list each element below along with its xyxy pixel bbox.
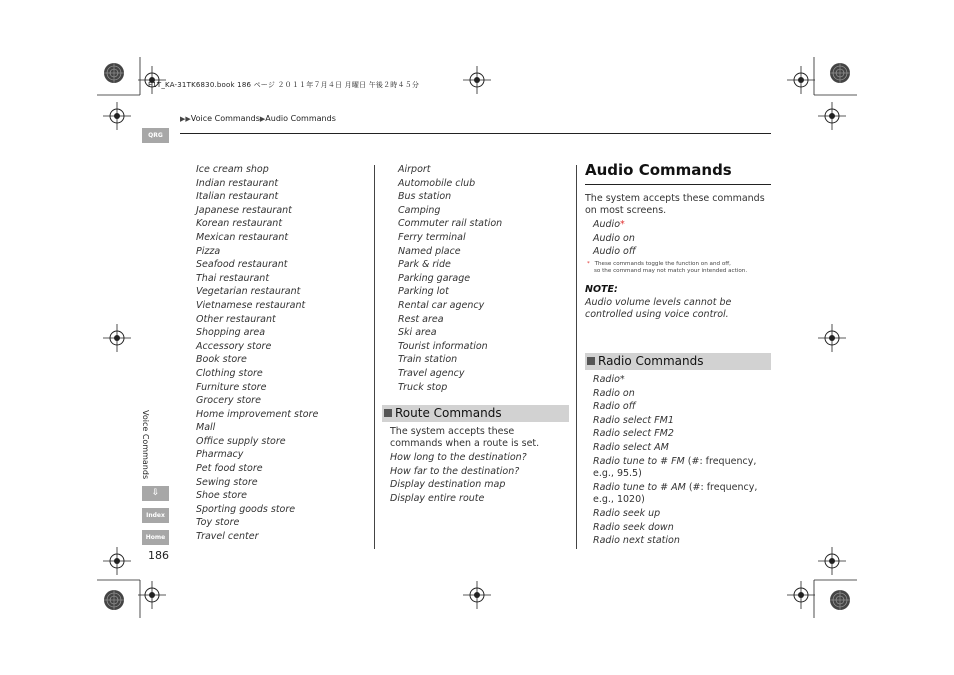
chapter-label: Voice Commands bbox=[141, 410, 150, 480]
breadcrumb-voice-commands[interactable]: Voice Commands bbox=[190, 114, 260, 123]
footnote-line2: so the command may not match your intended action. bbox=[594, 268, 748, 274]
home-tab[interactable]: Home bbox=[142, 530, 169, 545]
radio-command: Radio on bbox=[593, 387, 635, 399]
audio-commands-list bbox=[593, 218, 636, 259]
breadcrumb-arrows: ▶▶ bbox=[180, 115, 191, 123]
header-rule bbox=[180, 133, 771, 134]
radio-command: Radio select AM bbox=[593, 441, 669, 453]
list-item: Sewing store bbox=[196, 476, 258, 488]
column2-list bbox=[398, 163, 502, 394]
route-intro: The system accepts these commands when a route is set. bbox=[390, 426, 540, 449]
radio-command: Radio off bbox=[593, 401, 636, 413]
radio-tune-am: Radio tune to # AM (#: frequency, e.g., 1020) bbox=[593, 482, 758, 505]
radio-command: Radio select FM2 bbox=[593, 428, 674, 440]
radio-commands-list-after bbox=[593, 507, 680, 548]
radio-commands-list bbox=[593, 373, 674, 455]
list-item: Ferry terminal bbox=[398, 231, 466, 243]
list-item: Sporting goods store bbox=[196, 503, 296, 515]
list-item: Vietnamese restaurant bbox=[196, 299, 306, 311]
route-commands-list bbox=[390, 451, 527, 505]
list-item: Pet food store bbox=[196, 463, 263, 475]
column-divider-1 bbox=[374, 165, 375, 549]
radio-commands-heading: Radio Commands bbox=[585, 353, 771, 370]
list-item: Vegetarian restaurant bbox=[196, 286, 301, 298]
list-item: Accessory store bbox=[196, 340, 272, 352]
radio-command: Radio* bbox=[593, 374, 625, 385]
radio-command: Radio seek up bbox=[593, 508, 661, 519]
list-item: Park & ride bbox=[398, 259, 451, 271]
page-number: 186 bbox=[148, 549, 169, 562]
list-item: Office supply store bbox=[196, 435, 286, 447]
radio-command: Radio select FM1 bbox=[593, 414, 674, 426]
audio-intro: The system accepts these commands on most screens. bbox=[585, 193, 765, 216]
list-item: Toy store bbox=[196, 517, 240, 529]
route-command: How long to the destination? bbox=[390, 452, 527, 463]
print-header: F1T_KA-31TK6830.book 186 ページ ２０１１年７月４日 月曜日 午後２時４５分 bbox=[148, 81, 420, 89]
radio-tune-fm: Radio tune to # FM (#: frequency, e.g., 95.5) bbox=[593, 456, 757, 479]
list-item: Mall bbox=[196, 422, 216, 434]
list-item: Parking lot bbox=[398, 286, 449, 298]
route-commands-heading: Route Commands bbox=[382, 405, 569, 422]
list-item: Shopping area bbox=[196, 327, 266, 339]
list-item: Other restaurant bbox=[196, 313, 276, 325]
list-item: Tourist information bbox=[398, 340, 488, 352]
column1-list bbox=[196, 163, 318, 544]
list-item: Book store bbox=[196, 354, 247, 366]
list-item: Parking garage bbox=[398, 272, 471, 284]
footnote-mark: * bbox=[587, 261, 590, 267]
route-command: How far to the destination? bbox=[390, 465, 520, 477]
list-item: Japanese restaurant bbox=[196, 204, 292, 216]
list-item: Clothing store bbox=[196, 367, 263, 379]
page-title: Audio Commands bbox=[585, 161, 732, 179]
list-item: Seafood restaurant bbox=[196, 259, 288, 271]
section-square-icon bbox=[587, 357, 595, 365]
list-item: Airport bbox=[398, 164, 431, 175]
audio-command: Audio on bbox=[593, 232, 635, 244]
breadcrumb-separator: ▶ bbox=[259, 115, 266, 123]
list-item: Travel agency bbox=[398, 367, 465, 379]
list-item: Camping bbox=[398, 204, 441, 216]
breadcrumb bbox=[180, 114, 336, 123]
list-item: Bus station bbox=[398, 191, 452, 203]
note-label: NOTE: bbox=[585, 284, 618, 295]
list-item: Italian restaurant bbox=[196, 191, 279, 203]
audio-command: Audio* bbox=[593, 219, 625, 230]
list-item: Ski area bbox=[398, 327, 437, 339]
toc-tab[interactable]: ⇩ bbox=[142, 486, 169, 501]
list-item: Grocery store bbox=[196, 395, 261, 407]
list-item: Indian restaurant bbox=[196, 177, 279, 189]
qrg-tab[interactable]: QRG bbox=[142, 128, 169, 143]
note-text: Audio volume levels cannot be controlled using voice control. bbox=[585, 297, 732, 320]
list-item: Automobile club bbox=[398, 177, 476, 189]
route-command: Display entire route bbox=[390, 492, 485, 504]
list-item: Pharmacy bbox=[196, 449, 244, 461]
asterisk-mark: * bbox=[619, 374, 625, 385]
asterisk-mark: * bbox=[620, 219, 625, 230]
list-item: Named place bbox=[398, 245, 461, 257]
list-item: Commuter rail station bbox=[398, 218, 503, 230]
list-item: Furniture store bbox=[196, 381, 267, 393]
route-command: Display destination map bbox=[390, 479, 506, 491]
breadcrumb-audio-commands: Audio Commands bbox=[265, 114, 336, 123]
index-tab[interactable]: Index bbox=[142, 508, 169, 523]
list-item: Pizza bbox=[196, 245, 221, 257]
audio-command: Audio off bbox=[593, 246, 636, 258]
list-item: Ice cream shop bbox=[196, 164, 269, 175]
section-square-icon bbox=[384, 409, 392, 417]
radio-command: Radio seek down bbox=[593, 521, 674, 533]
list-item: Mexican restaurant bbox=[196, 231, 289, 243]
list-item: Train station bbox=[398, 354, 458, 366]
footnote bbox=[587, 261, 747, 275]
list-item: Truck stop bbox=[398, 381, 448, 393]
list-item: Rest area bbox=[398, 313, 444, 325]
title-rule bbox=[585, 184, 771, 185]
list-item: Rental car agency bbox=[398, 299, 485, 311]
list-item: Shoe store bbox=[196, 490, 247, 502]
list-item: Home improvement store bbox=[196, 408, 319, 420]
list-item: Thai restaurant bbox=[196, 272, 270, 284]
radio-command: Radio next station bbox=[593, 535, 680, 547]
list-item: Travel center bbox=[196, 531, 259, 543]
footnote-line1: These commands toggle the function on and off, bbox=[594, 261, 731, 267]
column-divider-2 bbox=[576, 165, 577, 549]
list-item: Korean restaurant bbox=[196, 218, 283, 230]
